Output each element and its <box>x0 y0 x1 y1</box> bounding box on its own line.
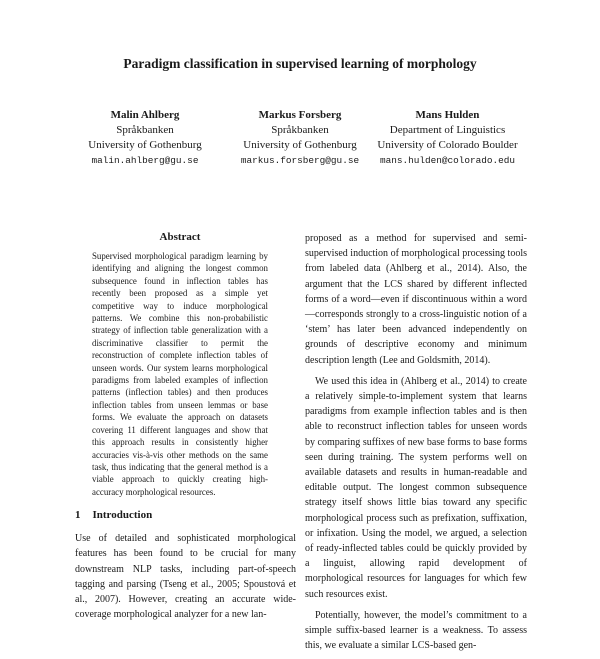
abstract-text: Supervised morphological paradigm learning by identifying and aligning the longest common subsequence found in inflection tables has recently been proposed as a simple yet competitive way to induce morphological patterns. We combine this non-probabilistic strategy of inflection table generalization with a discriminative classifier to permit the reconstruction of complete inflection tables of unseen words. Our system learns morphological paradigms from labeled examples of inflection patterns (inflection tables) and then produces inflection tables from unseen lemmas or base forms. We evaluate the approach on datasets covering 11 different languages and show that this approach results in consistently higher accuracies vis-à-vis other methods on the same task, thus indicating that the general method is a viable approach to quickly creating high-accuracy morphological resources. <box>92 251 268 497</box>
author-name: Markus Forsberg <box>258 109 342 121</box>
right-paragraph-2: We used this idea in (Ahlberg et al., 2014) to create a relatively simple-to-implement system that learns paradigms from example inflection tables and is then able to reconstruct inflection tables for unseen words by comparing suffixes of new base forms to base forms seen during training. The system performs well on available datasets and results in human-readable and editable output. The longest common subsequence strategy itself shows little bias toward any specific morphological process such as prefixation, suffixation, or infixation. Using the model, we argued, a selection of ready-inflected tables could be quickly provided by a linguist, allowing rapid development of morphological resources for languages for which few such resources exist. <box>305 375 527 600</box>
section-heading <box>75 509 295 521</box>
section-title: Introduction <box>92 509 153 521</box>
paper-title: Paradigm classification in supervised learning of morphology <box>123 56 477 71</box>
author-email: markus.forsberg@gu.se <box>240 155 360 166</box>
author-affiliation: University of Gothenburg <box>243 139 357 151</box>
right-paragraph-1: proposed as a method for supervised and semi-supervised induction of morphological processing tools from labeled data (Ahlberg et al., 2014). Also, the argument that the LCS shared by different inflected forms of a word—even if discontinuous within a word—corresponds strongly to a cross-linguistic notion of a ‘stem’ has later been advanced independently on grounds of descriptive economy and minimum description length (Lee and Goldsmith, 2014). <box>305 233 527 366</box>
author-email: malin.ahlberg@gu.se <box>91 155 199 166</box>
author-1 <box>60 108 230 169</box>
author-affiliation: University of Colorado Boulder <box>377 139 518 151</box>
author-affiliation: Språkbanken <box>271 124 329 136</box>
right-column <box>305 231 527 659</box>
section-number: 1 <box>75 509 81 521</box>
author-name: Malin Ahlberg <box>110 109 180 121</box>
author-affiliation: Språkbanken <box>116 124 174 136</box>
right-paragraph-3: Potentially, however, the model’s commitment to a simple suffix-based learner is a weakness. To assess this, we evaluate a similar LCS-based gen- <box>305 609 527 652</box>
author-affiliation: University of Gothenburg <box>88 139 202 151</box>
author-email: mans.hulden@colorado.edu <box>379 155 516 166</box>
abstract-heading: Abstract <box>159 231 201 243</box>
author-3 <box>360 108 535 169</box>
author-affiliation: Department of Linguistics <box>389 124 506 136</box>
author-name: Mans Hulden <box>415 109 480 121</box>
intro-left-paragraph: Use of detailed and sophisticated morphological features has been found to be crucial for many downstream NLP tasks, including part-of-speech tagging and parsing (Tseng et al., 2005; Spoustová et al., 2007). However, creating an accurate wide-coverage morphological analyzer for a new lan- <box>75 533 296 621</box>
